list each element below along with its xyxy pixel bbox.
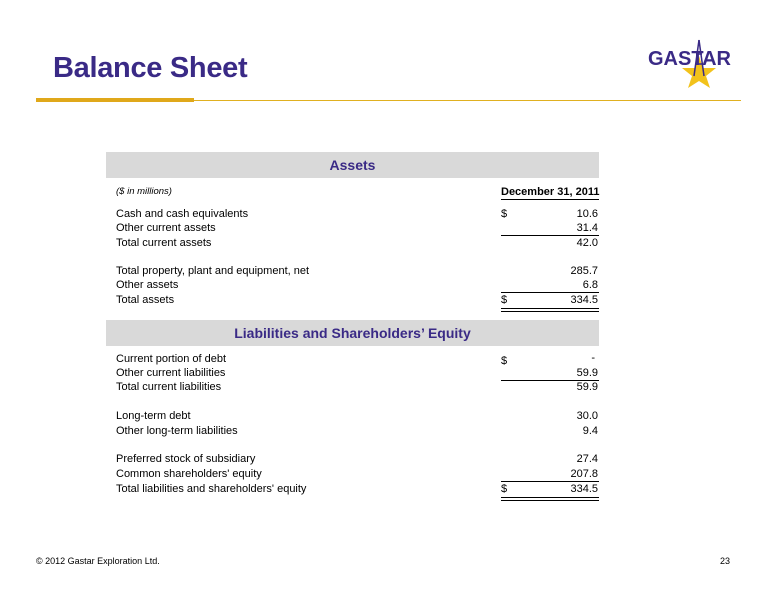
row-label: Total current assets <box>116 237 212 249</box>
row-value: 31.4 <box>576 222 598 234</box>
row-dollar-sign: $ <box>501 355 508 367</box>
row-label: Cash and cash equivalents <box>116 208 249 220</box>
row-value: 285.7 <box>570 265 598 277</box>
row-label: Preferred stock of subsidiary <box>116 453 256 465</box>
double-underline <box>501 311 599 312</box>
subtotal-line <box>501 481 599 482</box>
row-dollar-sign: $ <box>501 483 508 495</box>
row-value: - <box>591 352 595 364</box>
assets-heading: Assets <box>106 152 599 178</box>
units-note: ($ in millions) <box>116 186 172 197</box>
row-dollar-sign: $ <box>501 294 508 306</box>
liabilities-heading: Liabilities and Shareholders’ Equity <box>106 320 599 346</box>
row-label: Current portion of debt <box>116 353 227 365</box>
column-header-date: December 31, 2011 <box>501 186 600 198</box>
row-label: Total liabilities and shareholders' equity <box>116 483 307 495</box>
row-label: Other current assets <box>116 222 216 234</box>
page-title: Balance Sheet <box>53 52 248 84</box>
subtotal-line <box>501 292 599 293</box>
row-value: 30.0 <box>576 410 598 422</box>
row-label: Other long-term liabilities <box>116 425 238 437</box>
row-value: 59.9 <box>576 381 598 393</box>
row-label: Total current liabilities <box>116 381 222 393</box>
row-value: 207.8 <box>570 468 598 480</box>
row-label: Other assets <box>116 279 179 291</box>
double-underline <box>501 500 599 501</box>
page-number: 23 <box>719 556 730 566</box>
row-value: 9.4 <box>582 425 598 437</box>
footer-copyright: © 2012 Gastar Exploration Ltd. <box>36 556 160 566</box>
header-accent-bar <box>36 98 194 102</box>
row-value: 59.9 <box>576 367 598 379</box>
double-underline <box>501 497 599 498</box>
row-label: Other current liabilities <box>116 367 226 379</box>
row-dollar-sign: $ <box>501 208 508 220</box>
row-label: Long-term debt <box>116 410 191 422</box>
column-header-underline <box>501 199 599 200</box>
row-value: 10.6 <box>576 208 598 220</box>
row-value: 42.0 <box>576 237 598 249</box>
row-label: Total assets <box>116 294 175 306</box>
double-underline <box>501 308 599 309</box>
row-value: 334.5 <box>570 483 598 495</box>
row-label: Common shareholders' equity <box>116 468 262 480</box>
row-value: 27.4 <box>576 453 598 465</box>
subtotal-line <box>501 235 599 236</box>
row-value: 334.5 <box>570 294 598 306</box>
company-logo <box>646 36 731 90</box>
logo-wordmark: GASTAR <box>648 48 731 70</box>
row-label: Total property, plant and equipment, net <box>116 265 310 277</box>
row-value: 6.8 <box>582 279 598 291</box>
